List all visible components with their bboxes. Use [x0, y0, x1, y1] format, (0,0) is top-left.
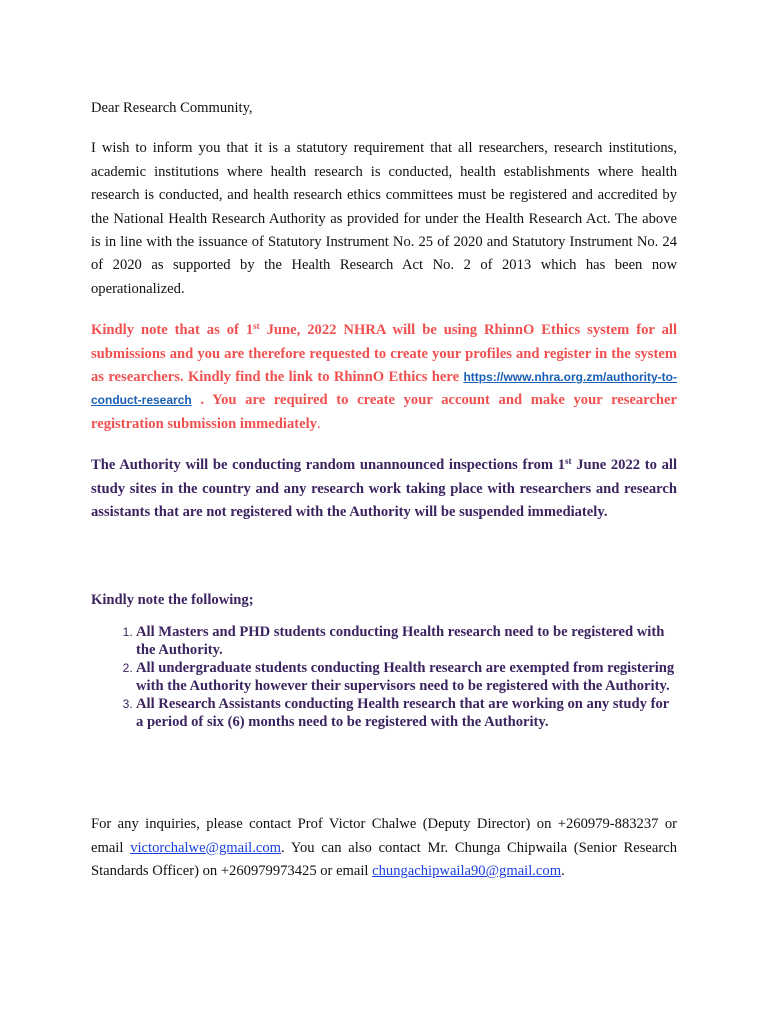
notice-text-3: . You are required to create your account and make your researcher registration submission immediately — [91, 392, 677, 432]
notice-text-2: June, 2022 NHRA will be using RhinnO Ethics system for all submissions and you are therefore requested to create your profiles and register in the system as researchers. Kindly find the link to RhinnO Ethics here — [91, 322, 678, 386]
list-item: 3. All Research Assistants conducting Health research that are working on any study for a period of six (6) months need to be registered with the Authority. — [136, 696, 677, 731]
inspection-paragraph — [91, 454, 677, 524]
notice-superscript: st — [253, 321, 260, 332]
notice-end: . — [316, 415, 321, 432]
nhra-conduct-research-link[interactable]: https://www.nhra.org.zm/authority-to-conduct-research — [91, 370, 677, 408]
email-link-chunga[interactable]: chungachipwaila90@gmail.com — [372, 863, 562, 880]
kindly-note-heading: Kindly note the following; — [91, 591, 254, 608]
contact-text-1: For any inquiries, please contact Prof Victor Chalwe (Deputy Director) on +260979-883237 or email — [91, 816, 677, 856]
list-item: 1. All Masters and PHD students conducting Health research need to be registered with the Authority. — [136, 624, 677, 659]
rhinno-notice-paragraph — [91, 319, 677, 436]
intro-paragraph: I wish to inform you that it is a statutory requirement that all researchers, research institutions, academic institutions where health research is conducted, health establishments where health research is conducted, and health research ethics committees must be registered and accredited by the National Health Research Authority as provided for under the Health Research Act. The above is in line with the issuance of Statutory Instrument No. 25 of 2020 and Statutory Instrument No. 24 of 2020 as supported by the Health Research Act No. 2 of 2013 which has been now operationalized. — [91, 140, 677, 297]
inspection-superscript: st — [565, 456, 572, 467]
inspection-text-1: The Authority will be conducting random unannounced inspections from 1 — [91, 457, 566, 474]
email-link-victor[interactable]: victorchalwe@gmail.com — [130, 839, 281, 856]
contact-end: . — [561, 863, 565, 880]
contact-paragraph — [91, 813, 677, 883]
list-item: 2. All undergraduate students conducting Health research are exempted from registering with the Authority however their supervisors need to be registered with the Authority. — [136, 660, 677, 695]
requirements-list — [91, 624, 677, 732]
letter-body — [91, 97, 677, 884]
greeting: Dear Research Community, — [91, 100, 253, 116]
inspection-text-2: June 2022 to all study sites in the country and any research work taking place with researchers and research assistants that are not registered with the Authority will be suspended immediately. — [91, 457, 677, 521]
notice-text-1: Kindly note that as of 1 — [91, 322, 254, 339]
contact-text-2: . You can also contact Mr. Chunga Chipwaila (Senior Research Standards Officer) on +260979973425 or email — [91, 839, 677, 880]
